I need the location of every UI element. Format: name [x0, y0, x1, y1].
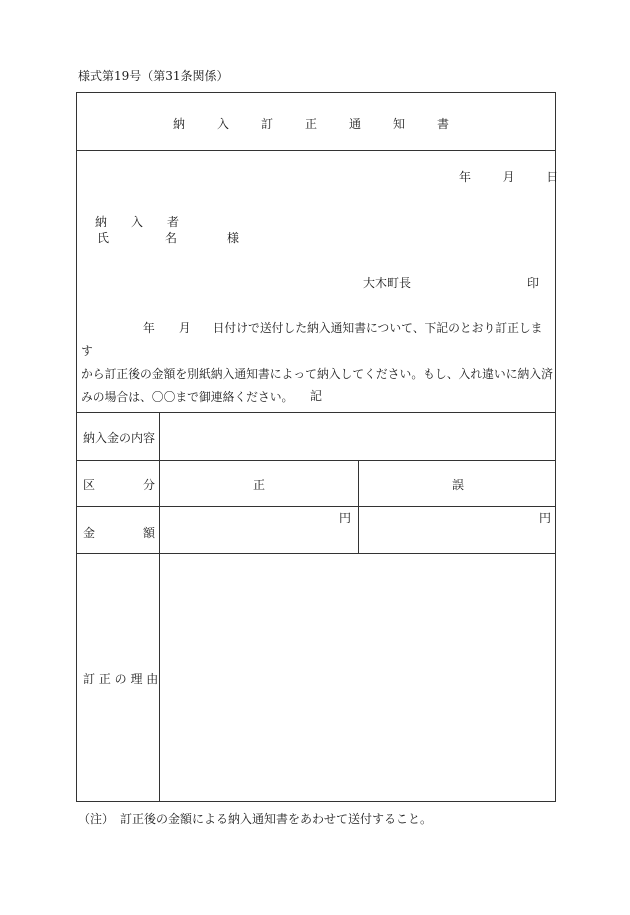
form-title: 納 入 訂 正 通 知 書	[172, 117, 459, 131]
correct-wrong-divider	[358, 460, 359, 553]
table-top-line	[77, 412, 555, 413]
body-line1: 日付けで送付した納入通知書について、下記のとおり訂正します	[81, 321, 543, 358]
body-line2: から訂正後の金額を別紙納入通知書によって納入してください。もし、入れ違いに納入済	[81, 367, 553, 381]
yen-wrong: 円	[539, 511, 552, 525]
form-frame	[76, 92, 559, 802]
footnote: （注） 訂正後の金額による納入通知書をあわせて送付すること。	[78, 812, 433, 826]
category-bun: 分	[143, 478, 156, 492]
title-divider	[77, 150, 555, 151]
form-number-label: 様式第19号（第31条関係）	[78, 69, 229, 83]
seal-mark: 印	[527, 276, 540, 290]
amount-kin: 金	[83, 526, 96, 540]
name-mei: 名	[165, 231, 178, 245]
date-year: 年	[459, 170, 472, 184]
name-sama: 様	[227, 231, 240, 245]
name-shi: 氏	[97, 231, 110, 245]
row-line-3	[77, 553, 555, 554]
wrong-header: 誤	[452, 478, 465, 492]
content-label: 納入金の内容	[83, 431, 156, 445]
correct-header: 正	[253, 478, 266, 492]
row-line-2	[77, 506, 555, 507]
ki-heading: 記	[309, 389, 322, 403]
yen-correct: 円	[339, 511, 352, 525]
mayor-title: 大木町長	[363, 276, 412, 290]
reason-label: 訂 正 の 理 由	[83, 672, 159, 686]
date-day: 日	[546, 170, 559, 184]
date-month: 月	[502, 170, 515, 184]
date-line	[459, 168, 558, 185]
amount-gaku: 額	[143, 526, 156, 540]
body-line3: みの場合は、〇〇まで御連絡ください。	[81, 390, 294, 404]
category-ku: 区	[83, 478, 96, 492]
label-column-line	[159, 412, 160, 801]
body-year: 年	[143, 321, 155, 335]
row-line-1	[77, 460, 555, 461]
payer-label: 納 入 者	[95, 215, 186, 229]
body-month: 月	[178, 321, 191, 335]
